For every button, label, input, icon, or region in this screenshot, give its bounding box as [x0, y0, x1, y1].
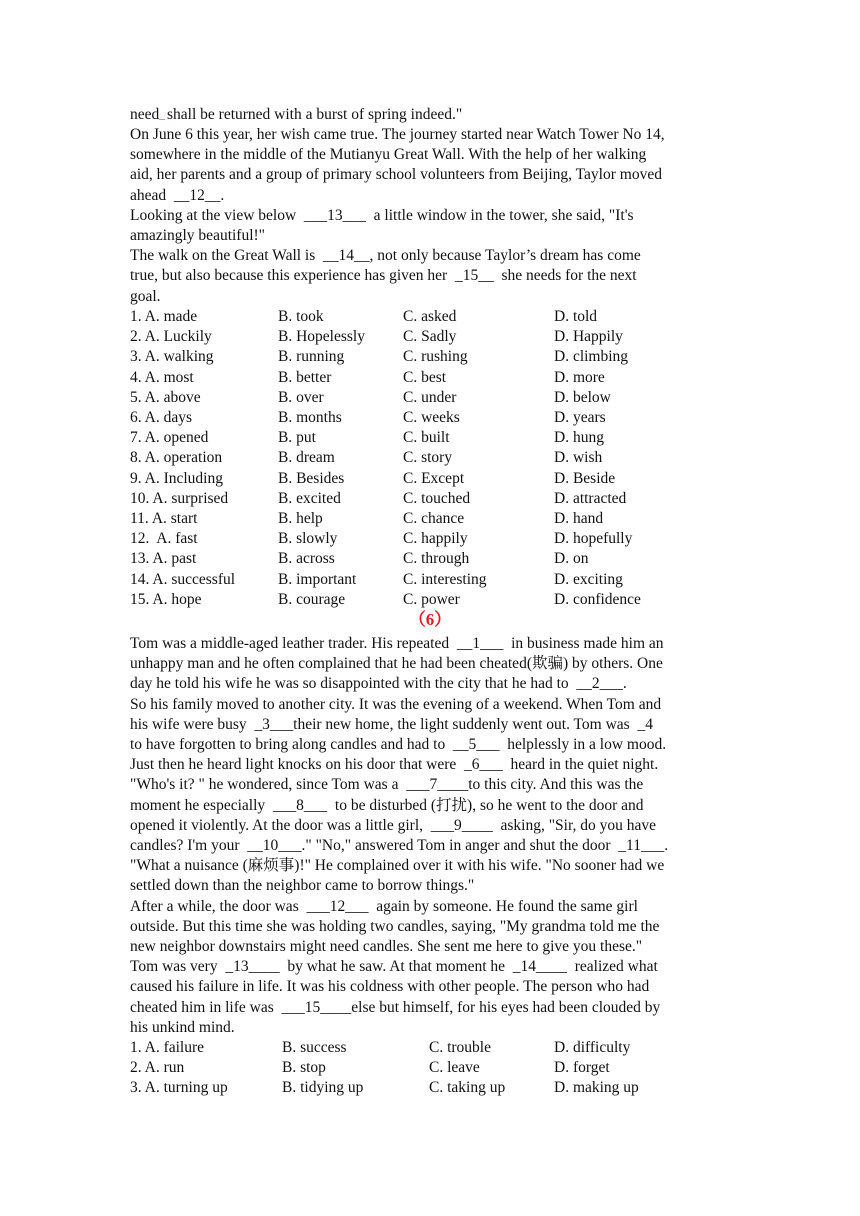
option-choice: 1. A. failure — [130, 1039, 205, 1056]
option-choice: D. told — [554, 308, 598, 325]
option-choice: C. Sadly — [403, 328, 457, 346]
option-choice: C. Except — [403, 469, 465, 487]
option-choice: D. difficulty — [554, 1039, 631, 1056]
text-line: caused his failure in life. It was his coldness with other people. The person who had — [130, 978, 650, 996]
option-choice: B. put — [278, 429, 316, 447]
option-choice: C. taking up — [429, 1079, 506, 1097]
option-choice: C. chance — [403, 510, 465, 527]
text-line: unhappy man and he often complained that he had been cheated(欺骗) by others. One — [130, 655, 663, 673]
text-line: Just then he heard light knocks on his door that were _6___ heard in the quiet night. — [130, 756, 659, 774]
option-choice: D. Happily — [554, 328, 623, 346]
option-choice: B. months — [278, 409, 342, 426]
option-choice: B. important — [278, 570, 357, 588]
option-choice: C. happily — [403, 530, 468, 548]
text-line: On June 6 this year, her wish came true. The journey started near Watch Tower No 14, — [130, 126, 665, 143]
option-choice: 4. A. most — [130, 368, 194, 386]
option-choice: B. courage — [278, 590, 346, 608]
text-line: "Who's it? " he wondered, since Tom was a ___7____to this city. And this was the — [130, 776, 644, 794]
option-choice: D. making up — [554, 1079, 639, 1097]
option-choice: 11. A. start — [130, 510, 198, 527]
option-choice: C. asked — [403, 308, 457, 325]
text-line: his unkind mind. — [130, 1018, 235, 1036]
option-choice: C. built — [403, 429, 450, 447]
option-choice: 1. A. made — [130, 308, 198, 325]
option-choice: 5. A. above — [130, 388, 201, 406]
option-choice: D. years — [554, 409, 606, 426]
text-line: aid, her parents and a group of primary school volunteers from Beijing, Taylor moved — [130, 166, 662, 183]
text-line: ahead __12__. — [130, 187, 225, 204]
option-choice: B. excited — [278, 489, 341, 507]
option-choice: D. wish — [554, 449, 603, 467]
option-choice: 9. A. Including — [130, 469, 223, 487]
option-choice: 3. A. turning up — [130, 1079, 228, 1097]
text-line: So his family moved to another city. It was the evening of a weekend. When Tom and — [130, 695, 662, 713]
text-line: After a while, the door was ___12___ again by someone. He found the same girl — [130, 897, 638, 915]
option-choice: B. took — [278, 308, 324, 325]
option-choice: B. Hopelessly — [278, 328, 365, 346]
text-line: cheated him in life was ___15____else but himself, for his eyes had been clouded by — [130, 998, 661, 1016]
option-choice: 14. A. successful — [130, 570, 236, 588]
option-choice: B. success — [282, 1039, 347, 1056]
text-line: to have forgotten to bring along candles and had to __5___ helplessly in a low mood. — [130, 736, 667, 753]
text-line: need shall be returned with a burst of spring indeed." — [130, 106, 463, 123]
text-line: day he told his wife he was so disappointed with the city that he had to __2___. — [130, 675, 627, 693]
text-line: Looking at the view below ___13___ a little window in the tower, she said, "It's — [130, 207, 634, 224]
option-choice: D. below — [554, 388, 611, 406]
option-choice: C. through — [403, 550, 470, 568]
option-choice: D. more — [554, 368, 605, 386]
text-line: The walk on the Great Wall is __14__, not only because Taylor’s dream has come — [130, 247, 641, 264]
text-line: Tom was a middle-aged leather trader. His repeated __1___ in business made him an — [130, 635, 664, 652]
option-choice: 3. A. walking — [130, 348, 214, 366]
option-choice: B. over — [278, 388, 324, 406]
option-choice: B. across — [278, 550, 335, 568]
option-choice: B. better — [278, 368, 332, 386]
option-choice: D. on — [554, 550, 589, 568]
option-choice: B. Besides — [278, 469, 345, 487]
option-choice: D. Beside — [554, 469, 616, 487]
text-line: "What a nuisance (麻烦事)!" He complained over it with his wife. "No sooner had we — [130, 857, 665, 875]
option-choice: D. hand — [554, 510, 604, 527]
text-line: his wife were busy _3___their new home, the light suddenly went out. Tom was _4 — [130, 715, 653, 733]
text-line: somewhere in the middle of the Mutianyu Great Wall. With the help of her walking — [130, 146, 647, 163]
option-choice: C. power — [403, 590, 460, 608]
option-choice: 6. A. days — [130, 409, 192, 426]
text-line: amazingly beautiful!" — [130, 227, 266, 244]
text-line: true, but also because this experience has given her _15__ she needs for the next — [130, 267, 637, 284]
option-choice: C. weeks — [403, 409, 460, 426]
option-choice: C. leave — [429, 1059, 480, 1077]
option-choice: D. climbing — [554, 348, 629, 366]
option-choice: 8. A. operation — [130, 449, 223, 467]
option-choice: D. attracted — [554, 489, 627, 507]
option-choice: D. hopefully — [554, 530, 633, 548]
option-choice: B. slowly — [278, 530, 338, 548]
option-choice: 2. A. Luckily — [130, 328, 212, 346]
option-choice: 15. A. hope — [130, 590, 202, 608]
option-choice: B. stop — [282, 1059, 326, 1077]
option-choice: B. help — [278, 510, 323, 527]
option-choice: B. running — [278, 348, 345, 366]
option-choice: C. interesting — [403, 570, 487, 588]
text-line: goal. — [130, 288, 161, 305]
option-choice: D. hung — [554, 429, 604, 447]
edit-mark-icon — [159, 113, 165, 120]
option-choice: 2. A. run — [130, 1059, 185, 1077]
option-choice: C. under — [403, 388, 457, 406]
option-choice: C. rushing — [403, 348, 468, 366]
option-choice: 13. A. past — [130, 550, 197, 568]
text-line: opened it violently. At the door was a little girl, ___9____ asking, "Sir, do you have — [130, 816, 657, 834]
option-choice: C. best — [403, 368, 447, 386]
option-choice: C. story — [403, 449, 453, 467]
text-line: settled down than the neighbor came to borrow things." — [130, 877, 475, 895]
option-choice: C. trouble — [429, 1039, 491, 1056]
option-choice: B. tidying up — [282, 1079, 364, 1097]
text-line: outside. But this time she was holding two candles, saying, "My grandma told me the — [130, 917, 660, 935]
option-choice: C. touched — [403, 489, 471, 507]
option-choice: 12. A. fast — [130, 530, 198, 548]
option-choice: 10. A. surprised — [130, 489, 229, 507]
text-line: moment he especially ___8___ to be disturbed (打扰), so he went to the door and — [130, 796, 644, 814]
option-choice: B. dream — [278, 449, 335, 467]
option-choice: D. forget — [554, 1059, 610, 1077]
option-choice: D. exciting — [554, 570, 623, 588]
text-line: new neighbor downstairs might need candles. She sent me here to give you these." — [130, 938, 643, 955]
text-line: candles? I'm your __10___." "No," answered Tom in anger and shut the door _11___. — [130, 837, 669, 854]
option-choice: D. confidence — [554, 590, 641, 608]
option-choice: 7. A. opened — [130, 429, 209, 447]
text-line: Tom was very _13____ by what he saw. At that moment he _14____ realized what — [130, 958, 658, 976]
section-header: （6） — [408, 610, 452, 629]
